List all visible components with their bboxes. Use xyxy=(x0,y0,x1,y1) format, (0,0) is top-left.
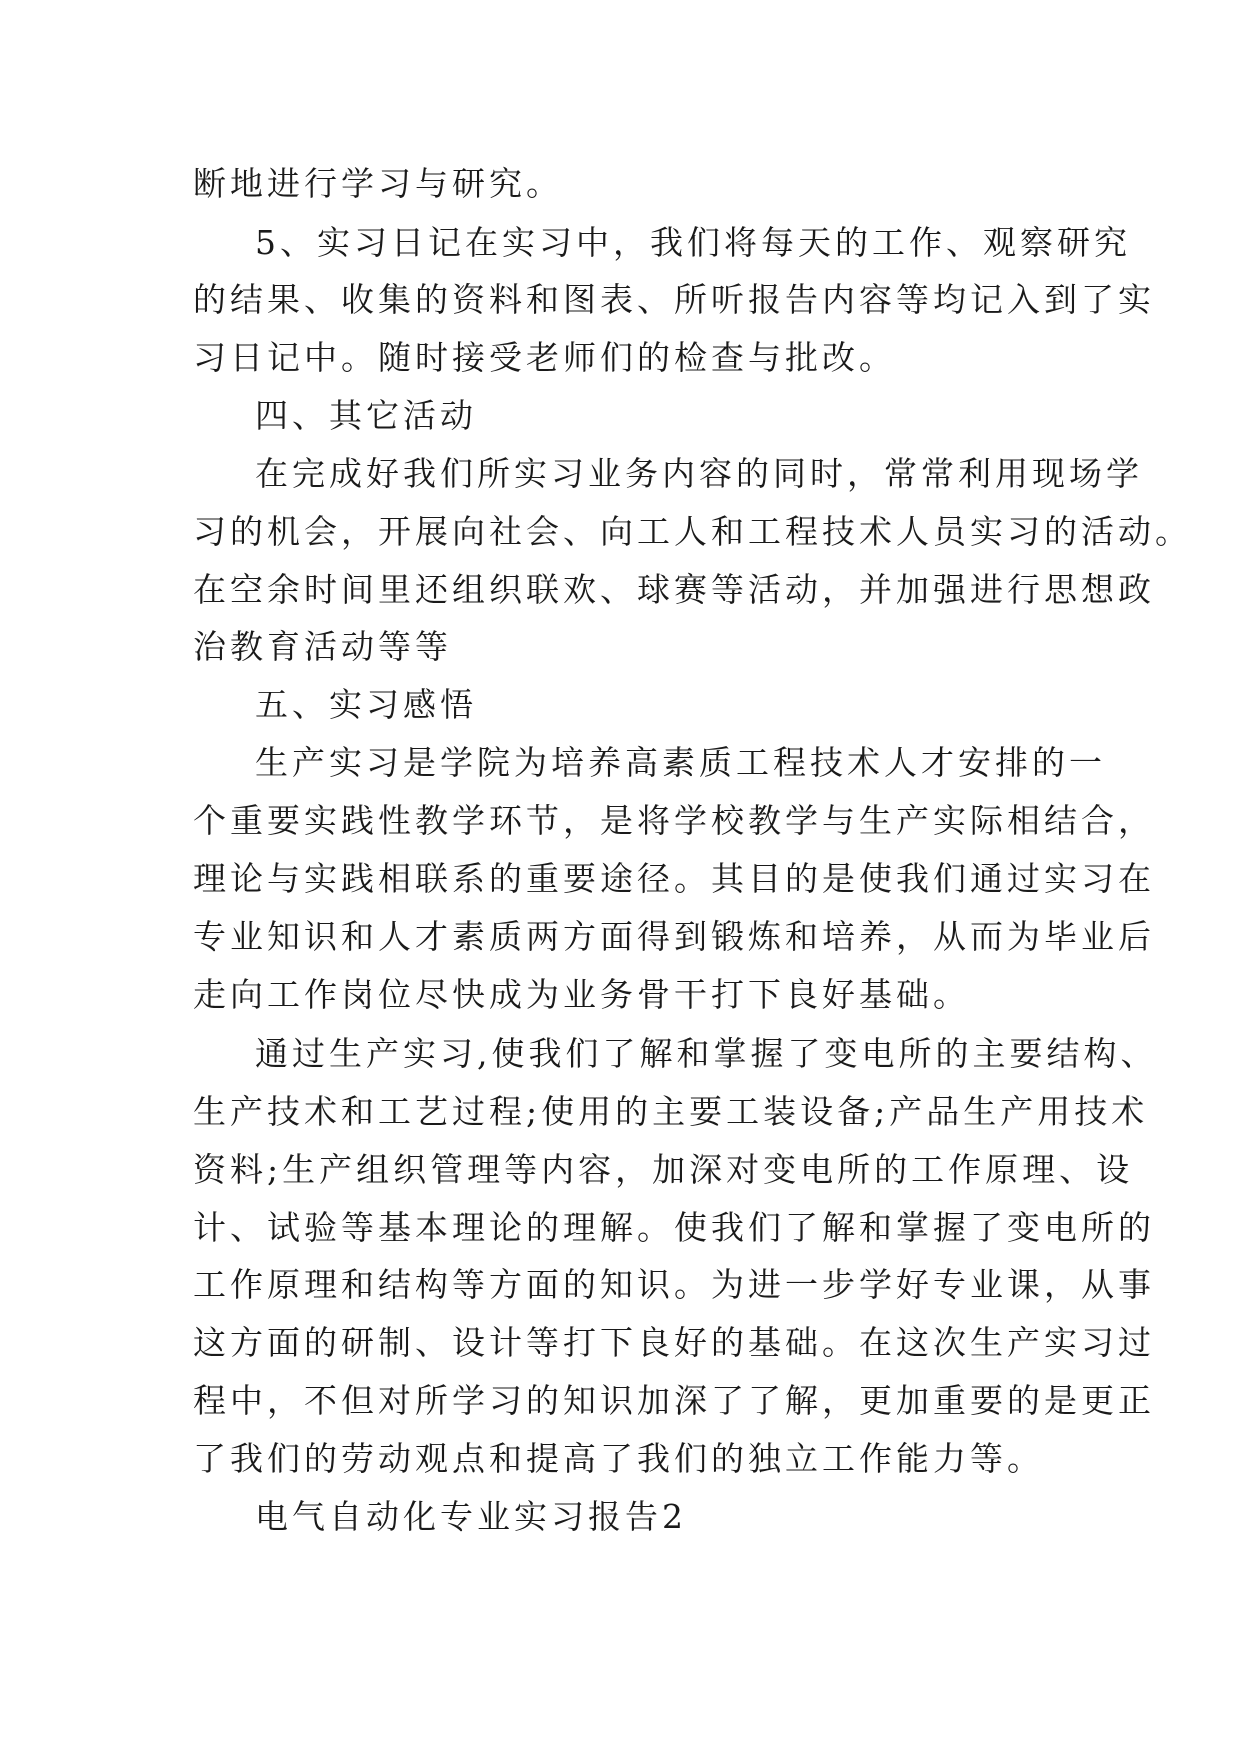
text-line: 理论与实践相联系的重要途径。其目的是使我们通过实习在 xyxy=(193,859,1155,898)
section-heading: 四、其它活动 xyxy=(255,396,477,435)
text-line: 通过生产实习,使我们了解和掌握了变电所的主要结构、 xyxy=(255,1034,1158,1073)
text-line: 习日记中。随时接受老师们的检查与批改。 xyxy=(193,338,896,377)
text-line: 在完成好我们所实习业务内容的同时，常常利用现场学 xyxy=(255,454,1143,493)
text-line: 治教育活动等等 xyxy=(193,627,452,666)
section-heading: 电气自动化专业实习报告2 xyxy=(255,1497,687,1536)
text-line: 走向工作岗位尽快成为业务骨干打下良好基础。 xyxy=(193,975,970,1014)
text-line: 资料;生产组织管理等内容，加深对变电所的工作原理、设 xyxy=(193,1150,1134,1189)
section-heading: 五、实习感悟 xyxy=(255,685,477,724)
text-line: 了我们的劳动观点和提高了我们的独立工作能力等。 xyxy=(193,1439,1044,1478)
text-line: 个重要实践性教学环节，是将学校教学与生产实际相结合， xyxy=(193,801,1155,840)
text-line: 断地进行学习与研究。 xyxy=(193,164,563,203)
text-line: 在空余时间里还组织联欢、球赛等活动，并加强进行思想政 xyxy=(193,570,1155,609)
text-line: 程中，不但对所学习的知识加深了了解，更加重要的是更正 xyxy=(193,1381,1155,1420)
text-line: 计、试验等基本理论的理解。使我们了解和掌握了变电所的 xyxy=(193,1208,1155,1247)
text-line: 习的机会，开展向社会、向工人和工程技术人员实习的活动。 xyxy=(193,512,1192,551)
text-line: 的结果、收集的资料和图表、所听报告内容等均记入到了实 xyxy=(193,280,1155,319)
text-line: 工作原理和结构等方面的知识。为进一步学好专业课，从事 xyxy=(193,1265,1155,1304)
text-line: 专业知识和人才素质两方面得到锻炼和培养，从而为毕业后 xyxy=(193,917,1155,956)
text-line: 这方面的研制、设计等打下良好的基础。在这次生产实习过 xyxy=(193,1323,1155,1362)
text-line: 生产实习是学院为培养高素质工程技术人才安排的一 xyxy=(255,743,1106,782)
text-line: 5、实习日记在实习中，我们将每天的工作、观察研究 xyxy=(255,223,1131,262)
text-line: 生产技术和工艺过程;使用的主要工装设备;产品生产用技术 xyxy=(193,1092,1149,1131)
